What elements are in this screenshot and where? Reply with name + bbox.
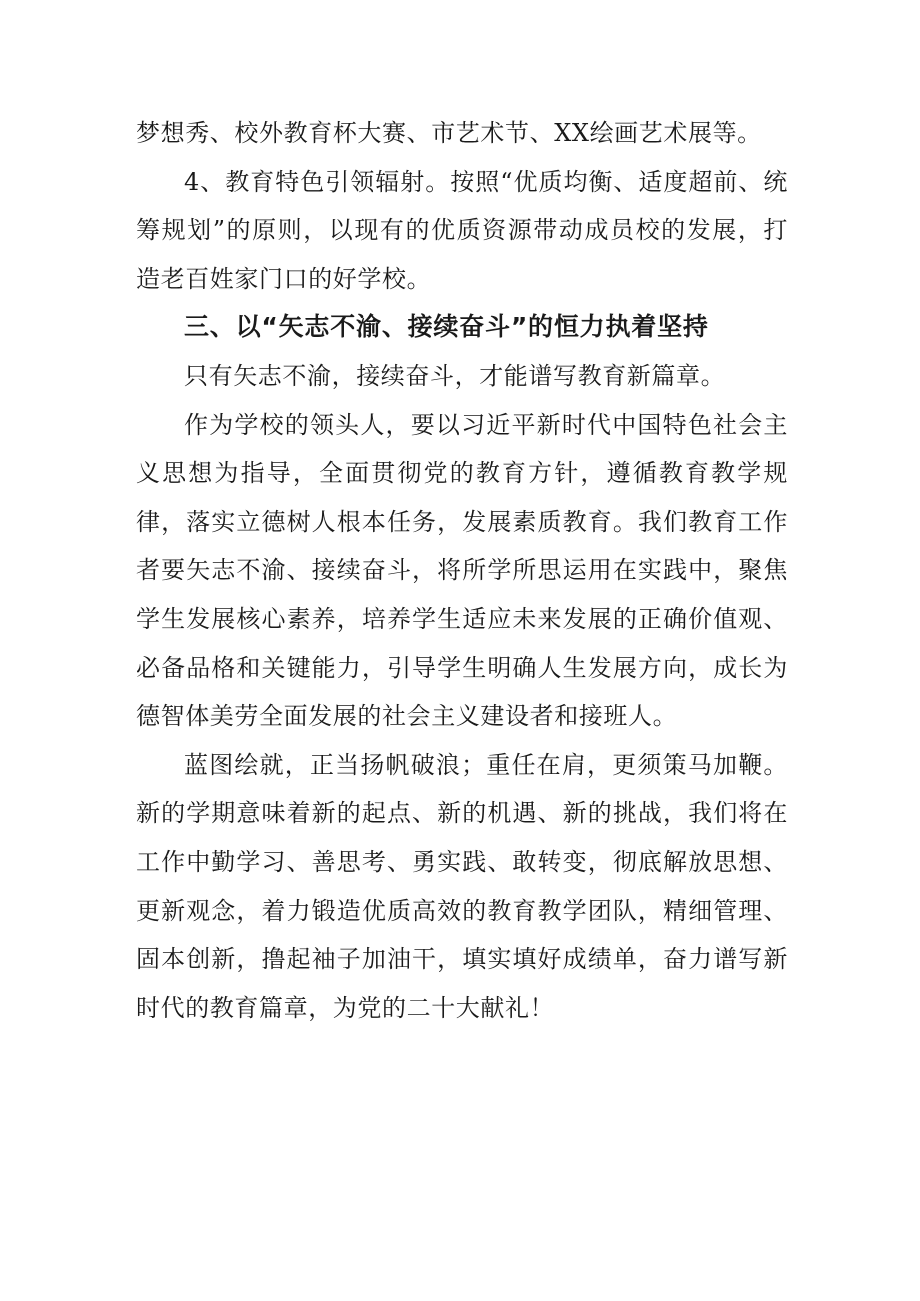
paragraph-leader: 作为学校的领头人，要以习近平新时代中国特色社会主义思想为指导，全面贯彻党的教育方针，遵循教育教学规律，落实立德树人根本任务，发展素质教育。我们教育工作者要矢志不渝、接续奋斗，将所学所思运用在实践中，聚焦学生发展核心素养，培养学生适应未来发展的正确价值观、必备品格和关键能力，引导学生明确人生发展方向，成长为德智体美劳全面发展的社会主义建设者和接班人。 [136, 410, 788, 731]
paragraph-continued: 梦想秀、校外教育杯大赛、市艺术节、XX绘画艺术展等。 [136, 119, 762, 147]
paragraph-item-4: 4、教育特色引领辐射。按照“优质均衡、适度超前、统筹规划”的原则，以现有的优质资源带动成员校的发展，打造老百姓家门口的好学校。 [136, 167, 788, 293]
document-body [136, 109, 788, 1032]
paragraph-intro: 只有矢志不渝，接续奋斗，才能谱写教育新篇章。 [184, 361, 726, 390]
paragraph-closing: 蓝图绘就，正当扬帆破浪；重任在肩，更须策马加鞭。新的学期意味着新的起点、新的机遇、新的挑战，我们将在工作中勤学习、善思考、勇实践、敢转变，彻底解放思想、更新观念，着力锻造优质高效的教育教学团队，精细管理、固本创新，撸起袖子加油干，填实填好成绩单，奋力谱写新时代的教育篇章，为党的二十大献礼！ [136, 750, 788, 1022]
section-heading-3: 三、以“矢志不渝、接续奋斗”的恒力执着坚持 [184, 312, 709, 342]
